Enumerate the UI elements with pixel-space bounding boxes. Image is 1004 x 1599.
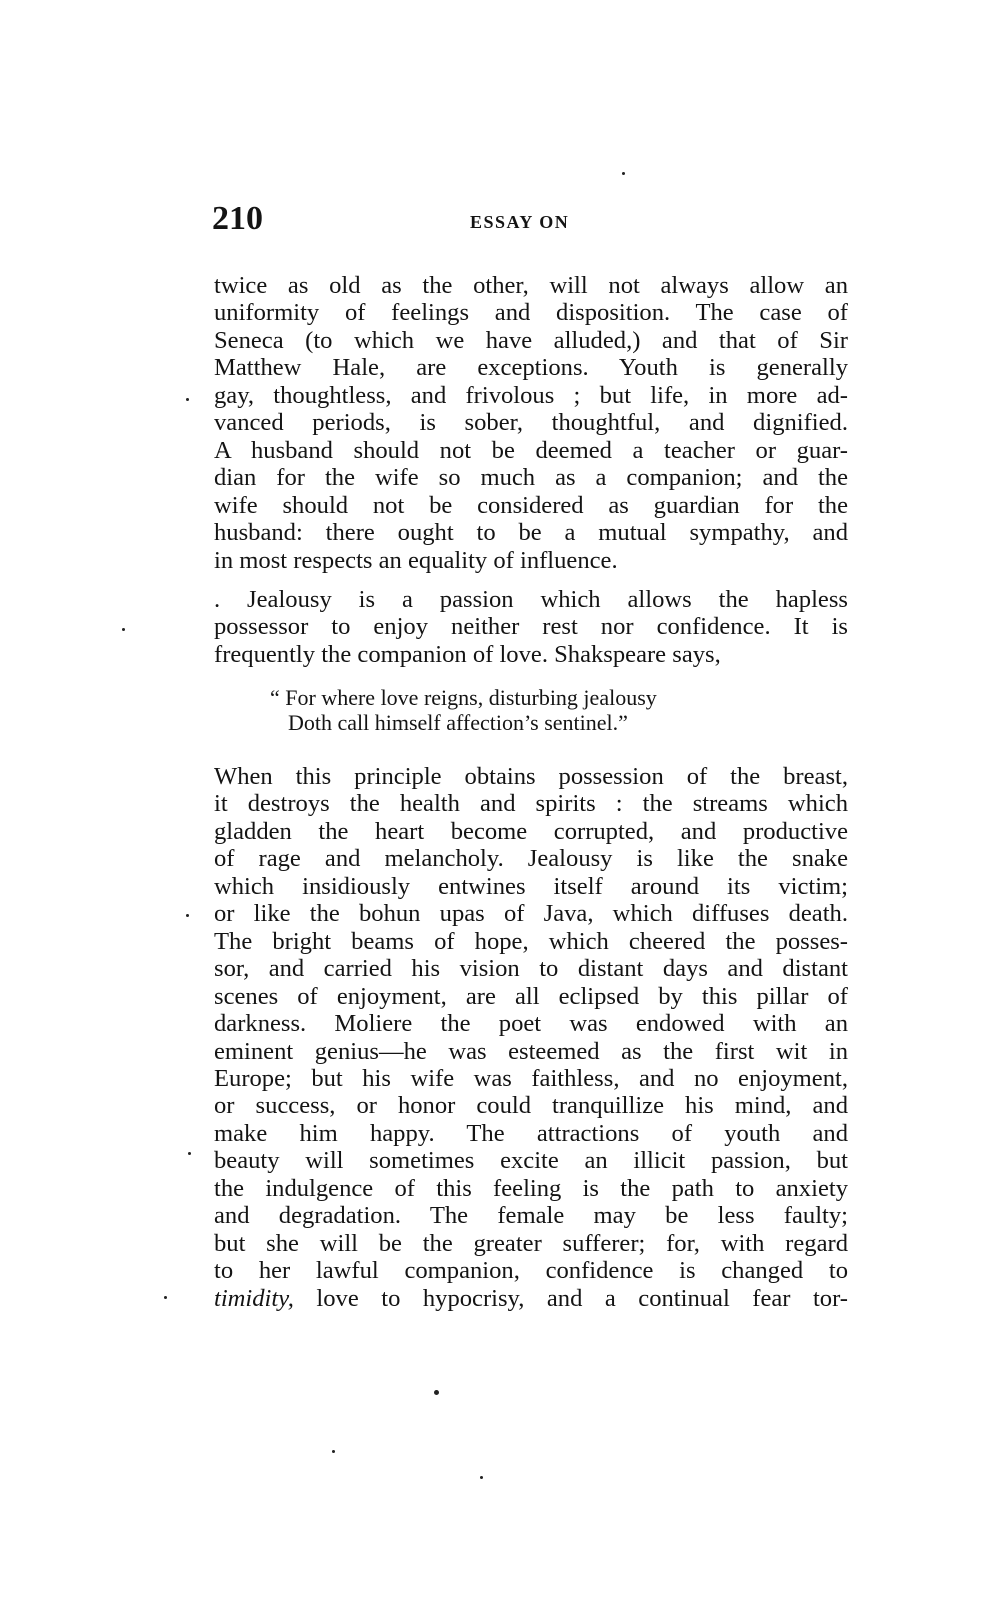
running-head: ESSAY ON (470, 212, 570, 232)
text-line: or like the bohun upas of Java, which diffuses death. (214, 900, 848, 928)
text-line: Europe; but his wife was faithless, and no enjoyment, (214, 1064, 848, 1092)
quote-line: Doth call himself affection’s sentinel.” (288, 710, 628, 735)
page-header (212, 200, 852, 240)
text-line: it destroys the health and spirits : the streams which (214, 790, 848, 818)
text-line: A husband should not be deemed a teacher or guar- (214, 436, 848, 464)
scan-speck (186, 914, 189, 917)
text-line: beauty will sometimes excite an illicit passion, but (214, 1147, 848, 1175)
text-line: dian for the wife so much as a companion; and the (214, 464, 848, 492)
quote-line: “ For where love reigns, disturbing jealousy (270, 685, 657, 710)
text-line: and degradation. The female may be less faulty; (214, 1202, 848, 1230)
text-line: the indulgence of this feeling is the path to anxiety (214, 1174, 848, 1202)
text-line: to her lawful companion, confidence is changed to (214, 1257, 848, 1285)
scan-speck (480, 1476, 483, 1479)
line-remainder: love to hypocrisy, and a continual fear tor- (293, 1284, 848, 1312)
text-line: Matthew Hale, are exceptions. Youth is generally (214, 354, 848, 382)
paragraph-2 (214, 586, 848, 668)
text-line: darkness. Moliere the poet was endowed with an (214, 1010, 848, 1038)
scan-speck (434, 1390, 439, 1395)
text-line: frequently the companion of love. Shakspeare says, (214, 640, 721, 668)
paragraph-1 (214, 272, 848, 574)
paragraph-3 (214, 763, 848, 1312)
text-line: When this principle obtains possession of the breast, (214, 763, 848, 790)
verse-quotation (270, 685, 790, 735)
text-line: husband: there ought to be a mutual sympathy, and (214, 519, 848, 547)
text-line: . Jealousy is a passion which allows the hapless (214, 586, 848, 613)
scan-speck (188, 1152, 191, 1155)
text-line: uniformity of feelings and disposition. The case of (214, 299, 848, 327)
text-line: gladden the heart become corrupted, and productive (214, 817, 848, 845)
scan-speck (122, 628, 125, 631)
text-line: make him happy. The attractions of youth and (214, 1119, 848, 1147)
scan-speck (332, 1450, 335, 1453)
text-line-last (214, 1285, 848, 1312)
text-line: which insidiously entwines itself around its victim; (214, 872, 848, 900)
text-line: but she will be the greater sufferer; for, with regard (214, 1229, 848, 1257)
text-line: Seneca (to which we have alluded,) and that of Sir (214, 326, 848, 354)
text-line: twice as old as the other, will not always allow an (214, 272, 848, 299)
text-line: The bright beams of hope, which cheered the posses- (214, 927, 848, 955)
text-line: vanced periods, is sober, thoughtful, and dignified. (214, 409, 848, 437)
text-line: scenes of enjoyment, are all eclipsed by this pillar of (214, 982, 848, 1010)
text-line: eminent genius—he was esteemed as the first wit in (214, 1037, 848, 1065)
text-line: possessor to enjoy neither rest nor confidence. It is (214, 613, 848, 641)
text-line: wife should not be considered as guardian for the (214, 491, 848, 519)
text-line: or success, or honor could tranquillize his mind, and (214, 1092, 848, 1120)
scan-speck (622, 172, 625, 175)
text-line: of rage and melancholy. Jealousy is like the snake (214, 845, 848, 873)
text-line: in most respects an equality of influence. (214, 546, 618, 574)
italic-word: timidity, (214, 1284, 294, 1312)
page-number: 210 (212, 200, 263, 237)
scan-speck (186, 398, 189, 401)
text-line: sor, and carried his vision to distant days and distant (214, 955, 848, 983)
scan-speck (164, 1296, 167, 1299)
text-line: gay, thoughtless, and frivolous ; but life, in more ad- (214, 381, 848, 409)
